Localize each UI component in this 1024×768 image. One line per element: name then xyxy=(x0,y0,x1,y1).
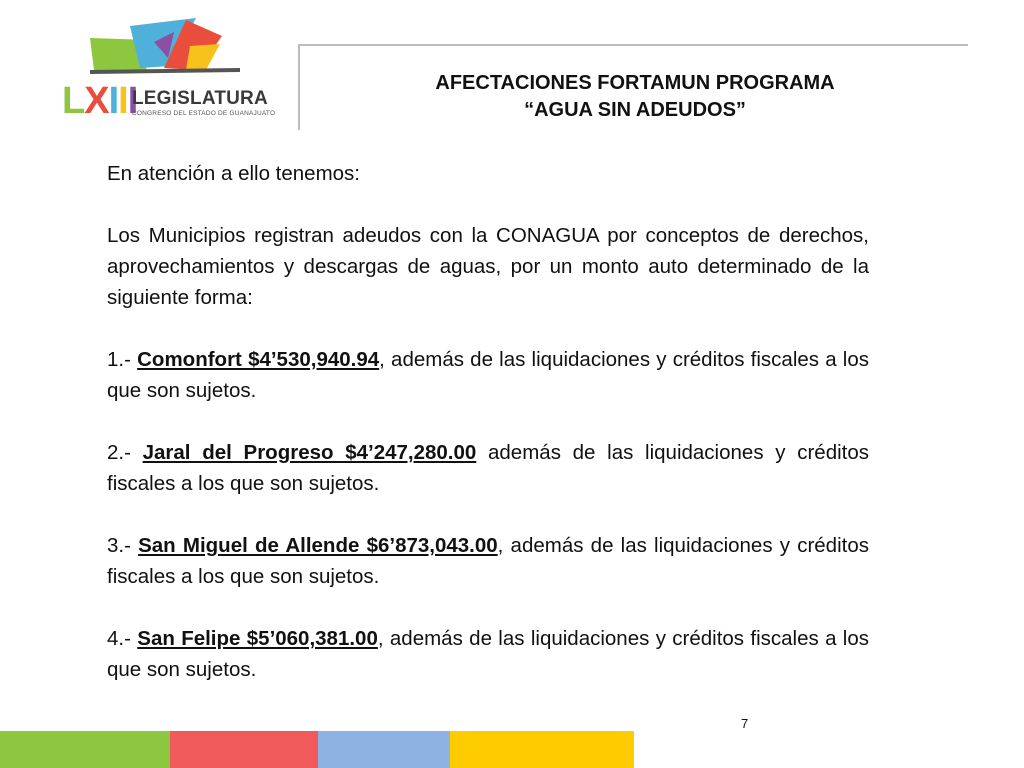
item-rest: además de las liquidaciones y créditos fiscales a los que son sujetos. xyxy=(107,441,869,495)
item-prefix: 4.- xyxy=(107,627,138,650)
intro-text: En atención a ello tenemos: xyxy=(107,162,360,185)
item-rest: , además de las liquidaciones y créditos fiscales a los que son sujetos. xyxy=(107,627,870,681)
footer-bar-red xyxy=(170,731,318,768)
title-line-1: AFECTACIONES FORTAMUN PROGRAMA xyxy=(435,72,835,94)
logo-roman-numeral: L X I I I xyxy=(62,80,138,122)
logo-wordmark: LEGISLATURA xyxy=(132,88,268,109)
footer-bar-yellow xyxy=(450,731,634,768)
list-item xyxy=(107,344,869,406)
item-prefix: 2.- xyxy=(107,441,143,464)
item-prefix: 1.- xyxy=(107,348,138,371)
list-item xyxy=(107,623,869,685)
footer-bar-green xyxy=(0,731,170,768)
legislatura-logo xyxy=(62,18,276,122)
item-highlight: San Felipe $5’060,381.00 xyxy=(137,627,378,650)
title-line-2: “AGUA SIN ADEUDOS” xyxy=(524,99,746,121)
item-rest: , además de las liquidaciones y créditos fiscales a los que son sujetos. xyxy=(107,534,869,588)
slide-body xyxy=(107,158,869,716)
item-rest: , además de las liquidaciones y créditos fiscales a los que son sujetos. xyxy=(107,348,870,402)
item-highlight: Jaral del Progreso $4’247,280.00 xyxy=(142,441,477,464)
page-number: 7 xyxy=(741,716,749,731)
item-highlight: San Miguel de Allende $6’873,043.00 xyxy=(138,534,498,557)
logo-mark-icon xyxy=(90,18,240,80)
list-item xyxy=(107,530,869,592)
header-divider-horizontal xyxy=(298,44,968,46)
slide-title xyxy=(330,70,940,124)
footer-bar-blue xyxy=(318,731,450,768)
header-divider-vertical xyxy=(298,44,300,130)
list-item xyxy=(107,437,869,499)
logo-subtitle: CONGRESO DEL ESTADO DE GUANAJUATO xyxy=(132,110,276,117)
item-prefix: 3.- xyxy=(107,534,139,557)
item-highlight: Comonfort $4’530,940.94 xyxy=(137,348,380,371)
body-paragraph: Los Municipios registran adeudos con la CONAGUA por conceptos de derechos, aprovechamientos y descargas de aguas, por un monto auto determinado de la siguiente forma: xyxy=(107,224,869,309)
